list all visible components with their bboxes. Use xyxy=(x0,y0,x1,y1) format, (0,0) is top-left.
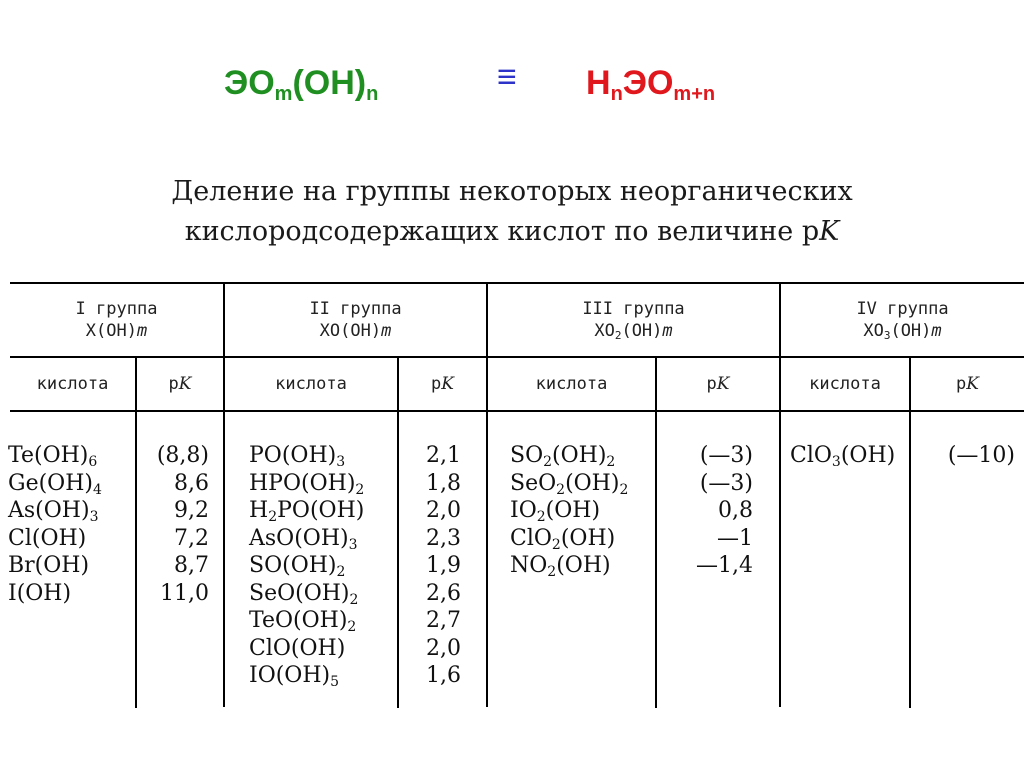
group-1-pk-list xyxy=(137,442,209,607)
pk-value: 9,2 xyxy=(174,498,209,523)
equivalence-sign: ≡ xyxy=(497,58,517,96)
formula-left-sub-n: n xyxy=(366,83,379,105)
group-2-pk-list xyxy=(399,442,461,690)
acid-formula-part: 3 xyxy=(831,454,841,470)
acid-formula-part: 2 xyxy=(547,564,557,580)
acid-formula-part: 3 xyxy=(348,536,358,553)
group-4-pk-list xyxy=(911,442,1015,470)
pk-value: 2,0 xyxy=(426,498,461,523)
acid-formula-part: ClO(OH) xyxy=(249,635,346,661)
group-3-acid-list xyxy=(510,442,628,580)
col-header-pk-3 xyxy=(657,374,779,394)
group-3-formula-text: XO xyxy=(594,321,615,341)
group-4-formula-sub: 3 xyxy=(883,329,891,342)
group-2-acid-list xyxy=(249,442,364,690)
pk-value: 0,8 xyxy=(718,498,753,523)
acid-formula xyxy=(249,580,364,608)
acid-formula-part: ClO xyxy=(510,525,552,551)
group-1-formula-m: m xyxy=(136,321,148,341)
acid-formula-part: (OH) xyxy=(545,498,601,523)
acid-formula-part: 2 xyxy=(556,481,566,498)
acid-formula-part: 2 xyxy=(336,564,346,580)
acid-formula-part: 4 xyxy=(92,481,102,498)
acid-formula-part: IO xyxy=(510,498,537,523)
col-header-pk-2-p: p xyxy=(431,374,442,394)
acid-formula xyxy=(510,442,628,470)
acid-formula xyxy=(8,497,102,525)
group-divider-1 xyxy=(223,282,225,707)
acid-formula-part: 2 xyxy=(347,619,357,635)
pk-value: 2,1 xyxy=(426,443,461,468)
formula-right-sub-n: n xyxy=(610,83,623,105)
acid-formula xyxy=(249,442,364,470)
col-header-pk-3-k: K xyxy=(716,374,730,394)
acid-formula-part: Cl(OH) xyxy=(8,525,87,551)
group-header-rule xyxy=(10,356,1024,358)
acid-formula-part: 5 xyxy=(330,674,340,690)
acid-formula-part: 2 xyxy=(551,536,561,553)
formula-right-c: ЭО xyxy=(622,64,674,102)
formula-left xyxy=(224,64,378,106)
acid-formula-part: As(OH) xyxy=(8,498,90,523)
acid-formula xyxy=(790,442,895,470)
acid-formula xyxy=(510,497,628,525)
table-top-rule xyxy=(10,282,1024,284)
caption-line-1: Деление на группы некоторых неорганических xyxy=(171,176,853,207)
acid-formula-part: IO(OH) xyxy=(249,663,331,688)
acid-formula-part: (OH) xyxy=(560,525,616,551)
acid-formula xyxy=(249,662,364,690)
pk-value: (—3) xyxy=(699,470,753,496)
acid-formula-part: HPO(OH) xyxy=(249,470,356,496)
pk-value: —1,4 xyxy=(696,553,753,578)
acid-formula-part: SeO xyxy=(510,470,557,496)
col-header-acid-3: кислота xyxy=(535,374,608,394)
col-divider-g4 xyxy=(909,358,911,708)
acid-formula-part: SO(OH) xyxy=(249,553,337,578)
group-2-formula-m: m xyxy=(381,321,392,341)
acid-formula-part: 2 xyxy=(543,454,553,470)
acid-formula xyxy=(510,552,628,580)
acid-formula xyxy=(249,497,364,525)
acid-formula-part: 2 xyxy=(349,591,359,608)
acid-formula xyxy=(8,552,102,580)
col-header-acid-4: кислота xyxy=(809,374,881,394)
pk-value: (—3) xyxy=(699,443,753,468)
caption-line-2-text: кислородсодержащих кислот по величине p xyxy=(184,216,820,247)
group-3-formula-oh: (OH) xyxy=(621,321,663,341)
col-header-pk-2-k: K xyxy=(441,374,454,394)
group-3-title: III группа xyxy=(582,299,685,319)
acid-formula xyxy=(8,470,102,498)
acid-formula xyxy=(249,552,364,580)
acid-formula xyxy=(249,635,364,663)
pk-value: 7,2 xyxy=(174,525,209,551)
formula-right xyxy=(586,64,715,106)
acid-formula-part: (OH) xyxy=(565,470,620,496)
pk-value: 1,6 xyxy=(426,663,461,688)
acid-formula xyxy=(249,525,364,553)
pk-value: 1,8 xyxy=(426,470,461,496)
formula-right-a: H xyxy=(586,64,611,102)
pk-value: 8,6 xyxy=(174,470,209,496)
acid-formula-part: (OH) xyxy=(556,553,611,578)
acid-formula-part: Te(OH) xyxy=(8,443,89,468)
acid-formula-part: 2 xyxy=(536,509,546,525)
acid-formula xyxy=(249,607,364,635)
acid-formula xyxy=(510,525,628,553)
pk-value: 2,7 xyxy=(426,608,461,633)
acid-formula xyxy=(8,442,102,470)
acid-formula-part: NO xyxy=(510,553,548,578)
acid-formula-part: 2 xyxy=(355,481,365,498)
group-2-title: II группа xyxy=(309,299,402,319)
group-2-formula-text: XO(OH) xyxy=(319,321,382,341)
col-header-pk-1-p: p xyxy=(168,374,179,394)
caption-line-2 xyxy=(0,212,1024,252)
group-3-formula-sub: 2 xyxy=(614,329,622,342)
group-1-title: I группа xyxy=(75,299,158,319)
formula-right-sub-mn: m+n xyxy=(673,83,716,105)
group-4-formula-m: m xyxy=(931,321,942,341)
pk-value: (8,8) xyxy=(156,443,209,468)
pk-value: 2,0 xyxy=(426,635,461,661)
acid-formula-part: 6 xyxy=(88,454,98,470)
acid-formula-part: TeO(OH) xyxy=(249,608,348,633)
col-header-acid-2: кислота xyxy=(275,374,347,394)
acid-formula-part: SO xyxy=(510,443,544,468)
acid-formula-part: Ge(OH) xyxy=(8,470,93,496)
group-1-acid-list xyxy=(8,442,102,607)
group-header-2 xyxy=(225,298,486,342)
col-header-pk-4-k: K xyxy=(966,374,979,394)
caption-k-symbol: K xyxy=(819,216,840,247)
acid-formula xyxy=(249,470,364,498)
col-header-pk-4-p: p xyxy=(956,374,967,394)
group-4-acid-list xyxy=(790,442,895,470)
acid-formula-part: H xyxy=(249,498,269,523)
group-1-formula xyxy=(10,320,223,342)
group-3-formula xyxy=(488,320,779,347)
group-header-1 xyxy=(10,298,223,342)
group-3-formula-m: m xyxy=(662,321,673,341)
pk-value: 2,3 xyxy=(426,525,461,551)
group-4-formula-text: XO xyxy=(863,321,884,341)
pk-value: 11,0 xyxy=(160,580,209,606)
formula-left-sub-m: m xyxy=(274,83,293,105)
pk-value: —1 xyxy=(717,525,753,551)
acid-formula-part: 3 xyxy=(336,454,346,470)
acid-formula xyxy=(8,525,102,553)
col-header-pk-3-p: p xyxy=(706,374,717,394)
acid-formula-part: 3 xyxy=(89,509,99,525)
acid-formula-part: 2 xyxy=(268,509,278,525)
formula-left-a: ЭО xyxy=(224,64,275,102)
col-header-pk-2 xyxy=(399,374,486,394)
acid-formula-part: ClO xyxy=(790,443,832,468)
acid-formula-part: Br(OH) xyxy=(8,553,90,578)
col-header-pk-1 xyxy=(137,374,223,394)
acid-formula-part: 2 xyxy=(619,481,629,498)
acid-formula-part: PO(OH) xyxy=(277,498,365,523)
group-4-formula-oh: (OH) xyxy=(890,321,932,341)
acid-formula-part: (OH) xyxy=(840,443,896,468)
pk-table xyxy=(0,270,1024,730)
col-header-pk-4 xyxy=(911,374,1024,394)
column-header-rule xyxy=(10,410,1024,412)
group-header-3 xyxy=(488,298,779,347)
acid-formula-part: 2 xyxy=(606,454,616,470)
pk-value: (—10) xyxy=(947,443,1015,468)
table-caption xyxy=(0,172,1024,252)
acid-formula xyxy=(8,580,102,608)
group-3-pk-list xyxy=(657,442,753,580)
pk-value: 8,7 xyxy=(174,553,209,578)
group-2-formula xyxy=(225,320,486,342)
col-header-pk-1-k: K xyxy=(178,374,192,394)
acid-formula-part: I(OH) xyxy=(8,580,72,606)
group-1-formula-text: X(OH) xyxy=(85,321,137,341)
acid-formula-part: PO(OH) xyxy=(249,443,337,468)
acid-formula-part: AsO(OH) xyxy=(249,525,349,551)
pk-value: 1,9 xyxy=(426,553,461,578)
formula-equivalence xyxy=(497,58,517,97)
group-4-title: IV группа xyxy=(856,299,949,319)
group-4-formula xyxy=(781,320,1024,347)
pk-value: 2,6 xyxy=(426,580,461,606)
acid-formula-part: (OH) xyxy=(552,443,607,468)
group-header-4 xyxy=(781,298,1024,347)
acid-formula-part: SeO(OH) xyxy=(249,580,350,606)
col-header-acid-1: кислота xyxy=(36,374,109,394)
formula-left-c: (ОН) xyxy=(292,64,367,102)
acid-formula xyxy=(510,470,628,498)
